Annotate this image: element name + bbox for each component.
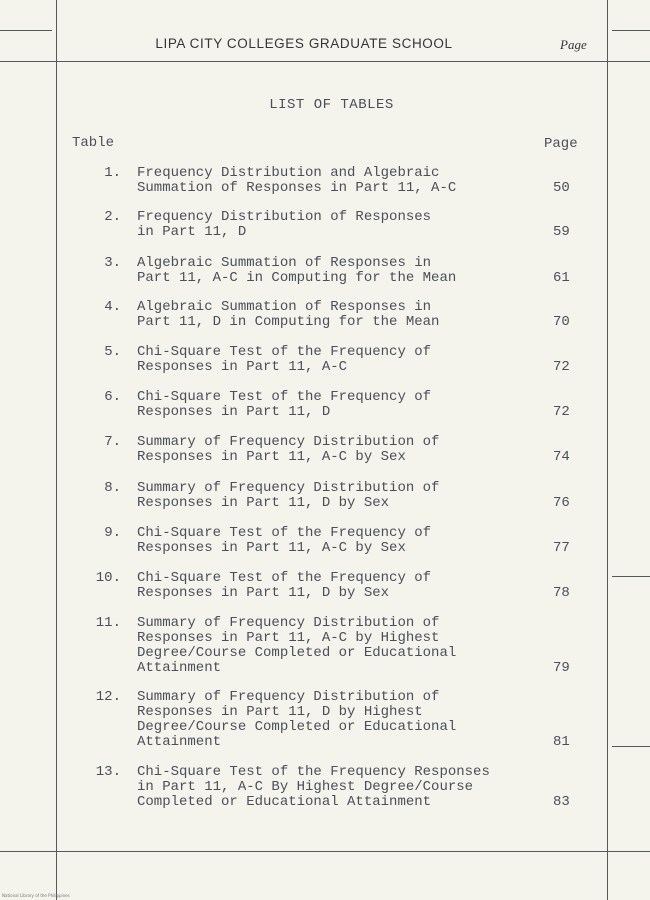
entry-title-line: Responses in Part 11, A-C — [137, 359, 348, 375]
entry-title-line: in Part 11, D — [137, 224, 247, 240]
entry-number: 12. — [95, 689, 121, 705]
entry-title-line: Algebraic Summation of Responses in — [137, 255, 432, 271]
entry-title-line: Degree/Course Completed or Educational — [137, 645, 457, 661]
entry-page-number: 61 — [553, 270, 570, 286]
entry-title-line: Summary of Frequency Distribution of — [137, 434, 440, 450]
entry-title-line: Responses in Part 11, D by Sex — [137, 585, 390, 601]
entry-number: 2. — [104, 209, 121, 225]
entry-number: 4. — [104, 299, 121, 315]
entry-title-line: Chi-Square Test of the Frequency of — [137, 570, 432, 586]
entry-number: 1. — [104, 165, 121, 181]
top-left-rule — [0, 30, 52, 31]
entry-title-line: Frequency Distribution of Responses — [137, 209, 432, 225]
entry-title-line: Degree/Course Completed or Educational — [137, 719, 457, 735]
entry-page-number: 83 — [553, 794, 570, 810]
list-title: LIST OF TABLES — [269, 97, 394, 113]
entry-page-number: 74 — [553, 449, 570, 465]
entry-number: 8. — [104, 480, 121, 496]
entry-title-line: Responses in Part 11, A-C by Sex — [137, 449, 406, 465]
entry-title-line: Summary of Frequency Distribution of — [137, 615, 440, 631]
table-column-header: Table — [72, 135, 115, 151]
entry-number: 10. — [95, 570, 121, 586]
side-rule-2 — [612, 746, 650, 747]
entry-page-number: 76 — [553, 495, 570, 511]
entry-page-number: 72 — [553, 404, 570, 420]
entry-page-number: 59 — [553, 224, 570, 240]
entry-title-line: Chi-Square Test of the Frequency of — [137, 389, 432, 405]
right-margin-rule — [607, 0, 608, 900]
entry-title-line: Attainment — [137, 734, 222, 750]
entry-title-line: in Part 11, A-C By Highest Degree/Course — [137, 779, 474, 795]
entry-title-line: Frequency Distribution and Algebraic — [137, 165, 440, 181]
entry-page-number: 81 — [553, 734, 570, 750]
page-column-header: Page — [544, 136, 578, 152]
entry-title-line: Summary of Frequency Distribution of — [137, 689, 440, 705]
side-rule-1 — [612, 576, 650, 577]
header-page-label: Page — [560, 37, 587, 52]
entry-title-line: Chi-Square Test of the Frequency Responses — [137, 764, 490, 780]
entry-title-line: Completed or Educational Attainment — [137, 794, 432, 810]
entry-title-line: Responses in Part 11, A-C by Sex — [137, 540, 406, 556]
entry-page-number: 50 — [553, 180, 570, 196]
entry-title-line: Part 11, A-C in Computing for the Mean — [137, 270, 457, 286]
entry-title-line: Chi-Square Test of the Frequency of — [137, 525, 432, 541]
left-margin-rule — [56, 0, 57, 900]
entry-number: 13. — [95, 764, 121, 780]
entry-page-number: 70 — [553, 314, 570, 330]
entry-number: 11. — [95, 615, 121, 631]
entry-number: 7. — [104, 434, 121, 450]
footer-rule — [0, 851, 650, 852]
entry-page-number: 78 — [553, 585, 570, 601]
entry-page-number: 79 — [553, 660, 570, 676]
entry-page-number: 72 — [553, 359, 570, 375]
entry-title-line: Attainment — [137, 660, 222, 676]
entry-title-line: Summation of Responses in Part 11, A-C — [137, 180, 457, 196]
entry-number: 6. — [104, 389, 121, 405]
entry-number: 5. — [104, 344, 121, 360]
entry-number: 3. — [104, 255, 121, 271]
entry-title-line: Responses in Part 11, D by Sex — [137, 495, 390, 511]
institution-header: LIPA CITY COLLEGES GRADUATE SCHOOL — [155, 36, 453, 51]
source-note: National Library of the Philippines — [2, 893, 70, 898]
entry-title-line: Responses in Part 11, D — [137, 404, 331, 420]
entry-page-number: 77 — [553, 540, 570, 556]
entry-title-line: Responses in Part 11, A-C by Highest — [137, 630, 440, 646]
entry-title-line: Part 11, D in Computing for the Mean — [137, 314, 440, 330]
top-right-rule — [612, 30, 650, 31]
entry-title-line: Summary of Frequency Distribution of — [137, 480, 440, 496]
entry-number: 9. — [104, 525, 121, 541]
header-rule — [0, 61, 650, 62]
entry-title-line: Chi-Square Test of the Frequency of — [137, 344, 432, 360]
entry-title-line: Algebraic Summation of Responses in — [137, 299, 432, 315]
entry-title-line: Responses in Part 11, D by Highest — [137, 704, 423, 720]
